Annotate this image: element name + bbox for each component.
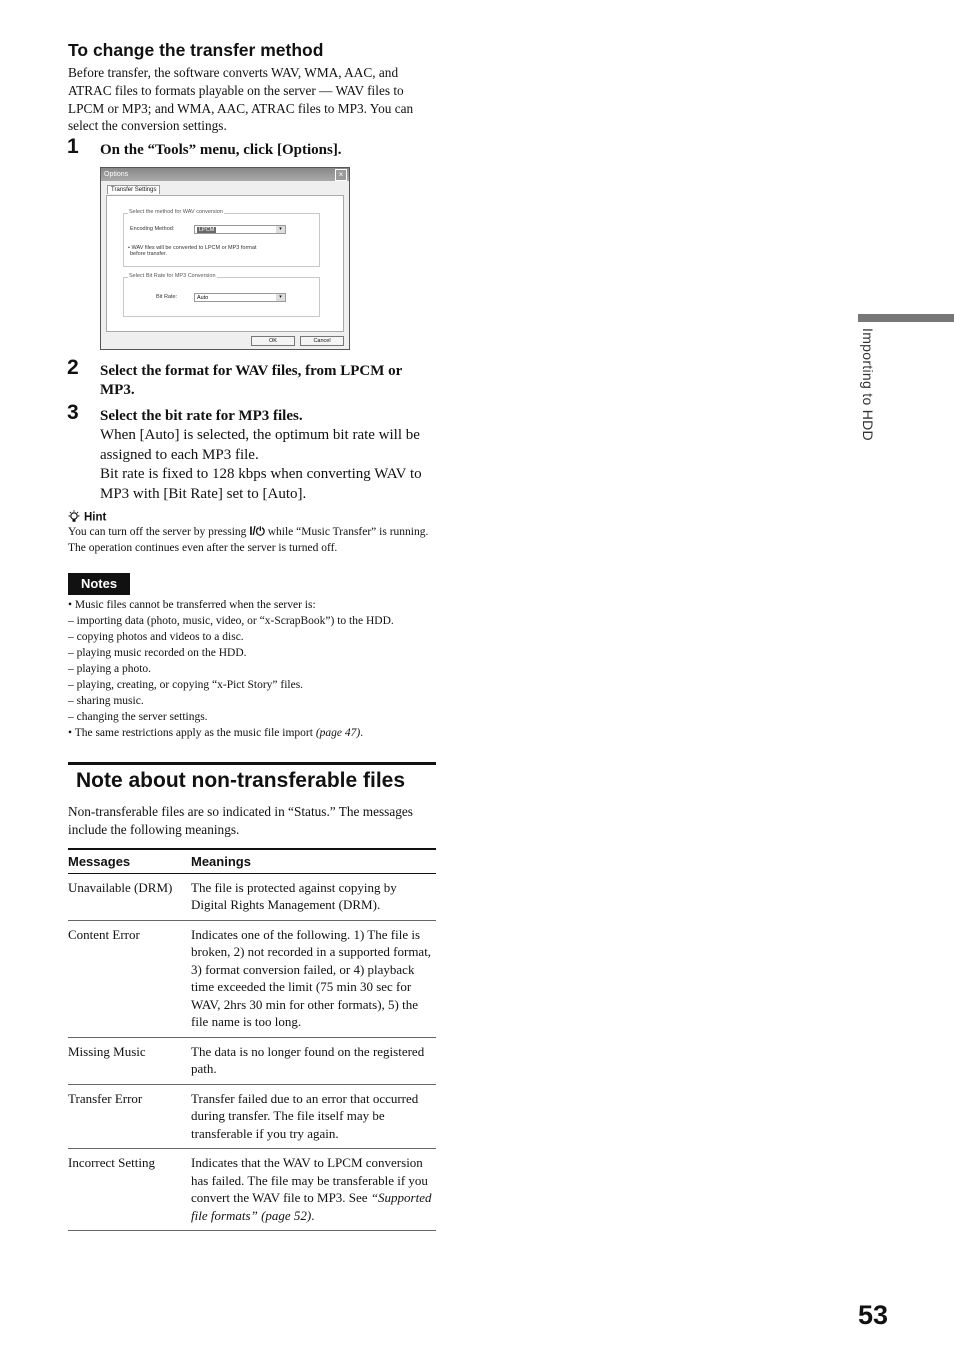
meaning-text: . [311, 1207, 315, 1223]
hint-text-part: You can turn off the server by pressing [68, 526, 250, 538]
sidebar-section-label: Importing to HDD [860, 328, 876, 441]
section-rule [68, 762, 436, 765]
wav-note-line1: • WAV files will be converted to LPCM or MP3 format [128, 245, 257, 251]
step-number: 1 [67, 135, 79, 158]
section-heading-transfer-method: To change the transfer method [68, 40, 324, 60]
note-line [68, 725, 443, 741]
messages-table [68, 848, 436, 1231]
step-number: 3 [67, 401, 79, 424]
bitrate-group [123, 273, 320, 317]
note-text: . [360, 727, 364, 739]
meaning-cell [191, 1149, 436, 1231]
power-icon: I/⏻ [249, 526, 265, 538]
note-text: • The same restrictions apply as the music file import [68, 727, 316, 739]
notes-list [68, 597, 443, 741]
page-number: 53 [858, 1300, 889, 1330]
message-cell: Incorrect Setting [68, 1149, 191, 1231]
note-line: – sharing music. [68, 695, 144, 707]
table-row [68, 1084, 436, 1149]
group-label: Select Bit Rate for MP3 Conversion [129, 273, 216, 279]
bitrate-label: Bit Rate: [156, 294, 178, 300]
hint-label: Hint [84, 511, 107, 524]
page-reference: “Supported file formats” (page 52) [191, 1190, 432, 1223]
meaning-text: Indicates that the WAV to LPCM conversion has failed. The file may be transferable if you convert the WAV file to MP3. See [191, 1155, 428, 1205]
bitrate-select: Auto ▾ [194, 293, 286, 302]
table-header-row [68, 849, 436, 873]
meaning-cell: The file is protected against copying by Digital Rights Management (DRM). [191, 873, 436, 920]
note-line: – playing, creating, or copying “x-Pict Story” files. [68, 679, 304, 691]
message-cell: Missing Music [68, 1037, 191, 1084]
note-line: – changing the server settings. [68, 711, 208, 723]
transfer-method-intro: Before transfer, the software converts WAV, WMA, AAC, and ATRAC files to formats playable on the server — WAV files to LPCM or MP3; and WMA, AAC, ATRAC files to MP3. You can select the conversion settings. [68, 65, 414, 134]
step-text: On the “Tools” menu, click [Options]. [100, 142, 342, 158]
notes-badge: Notes [68, 573, 130, 595]
section-heading-non-transferable: Note about non-transferable files [76, 769, 406, 792]
chevron-down-icon: ▾ [276, 294, 285, 301]
encoding-method-label: Encoding Method: [130, 226, 175, 232]
wav-note-line2: before transfer. [130, 251, 167, 257]
table-row [68, 1149, 436, 1231]
step-number: 2 [67, 356, 79, 379]
chevron-down-icon: ▾ [276, 226, 285, 233]
cancel-button: Cancel [300, 336, 344, 346]
step-text: Select the bit rate for MP3 files. [100, 408, 303, 424]
message-cell: Content Error [68, 920, 191, 1037]
options-dialog-screenshot [100, 167, 350, 350]
hint-header [68, 508, 106, 524]
lightbulb-icon [68, 510, 80, 524]
table-row [68, 920, 436, 1037]
meaning-cell: Indicates one of the following. 1) The file is broken, 2) not recorded in a supported format, 3) format conversion failed, or 4) playback time exceeded the limit (75 min 30 sec for WAV, 2hrs 30 min for other formats), 5) the file name is too long. [191, 920, 436, 1037]
message-cell: Transfer Error [68, 1084, 191, 1149]
tab-panel [106, 195, 344, 332]
group-label: Select the method for WAV conversion [129, 209, 223, 215]
dialog-titlebar [101, 168, 349, 181]
step-text: Select the format for WAV files, from LPCM or MP3. [100, 363, 403, 398]
meaning-cell: The data is no longer found on the registered path. [191, 1037, 436, 1084]
table-row [68, 1037, 436, 1084]
sidebar-tab-bar [858, 314, 954, 322]
note-line: – copying photos and videos to a disc. [68, 631, 244, 643]
step-detail: When [Auto] is selected, the optimum bit rate will be assigned to each MP3 file. [100, 427, 420, 463]
note-line: – playing music recorded on the HDD. [68, 647, 247, 659]
page-reference: (page 47) [315, 727, 361, 739]
meaning-cell: Transfer failed due to an error that occurred during transfer. The file itself may be transferable if you try again. [191, 1084, 436, 1149]
note-line: – importing data (photo, music, video, or “x-ScrapBook”) to the HDD. [68, 615, 394, 627]
step-detail: Bit rate is fixed to 128 kbps when converting WAV to MP3 with [Bit Rate] set to [Auto]. [100, 466, 422, 502]
table-row [68, 873, 436, 920]
dialog-title: Options [104, 171, 129, 178]
tab-transfer-settings: Transfer Settings [107, 185, 160, 194]
note-line: • Music files cannot be transferred when the server is: [68, 599, 316, 611]
wav-conversion-group [123, 209, 320, 267]
non-transferable-intro: Non-transferable files are so indicated in “Status.” The messages include the following meanings. [68, 804, 413, 837]
column-header-meanings: Meanings [191, 849, 436, 873]
close-icon: × [335, 169, 347, 181]
column-header-messages: Messages [68, 849, 191, 873]
hint-text-part: while “Music Transfer” is running. The operation continues even after the server is turned off. [68, 526, 429, 554]
ok-button: OK [251, 336, 295, 346]
encoding-method-select: LPCM ▾ [194, 225, 286, 234]
note-line: – playing a photo. [68, 663, 152, 675]
hint-text [68, 524, 438, 556]
message-cell: Unavailable (DRM) [68, 873, 191, 920]
